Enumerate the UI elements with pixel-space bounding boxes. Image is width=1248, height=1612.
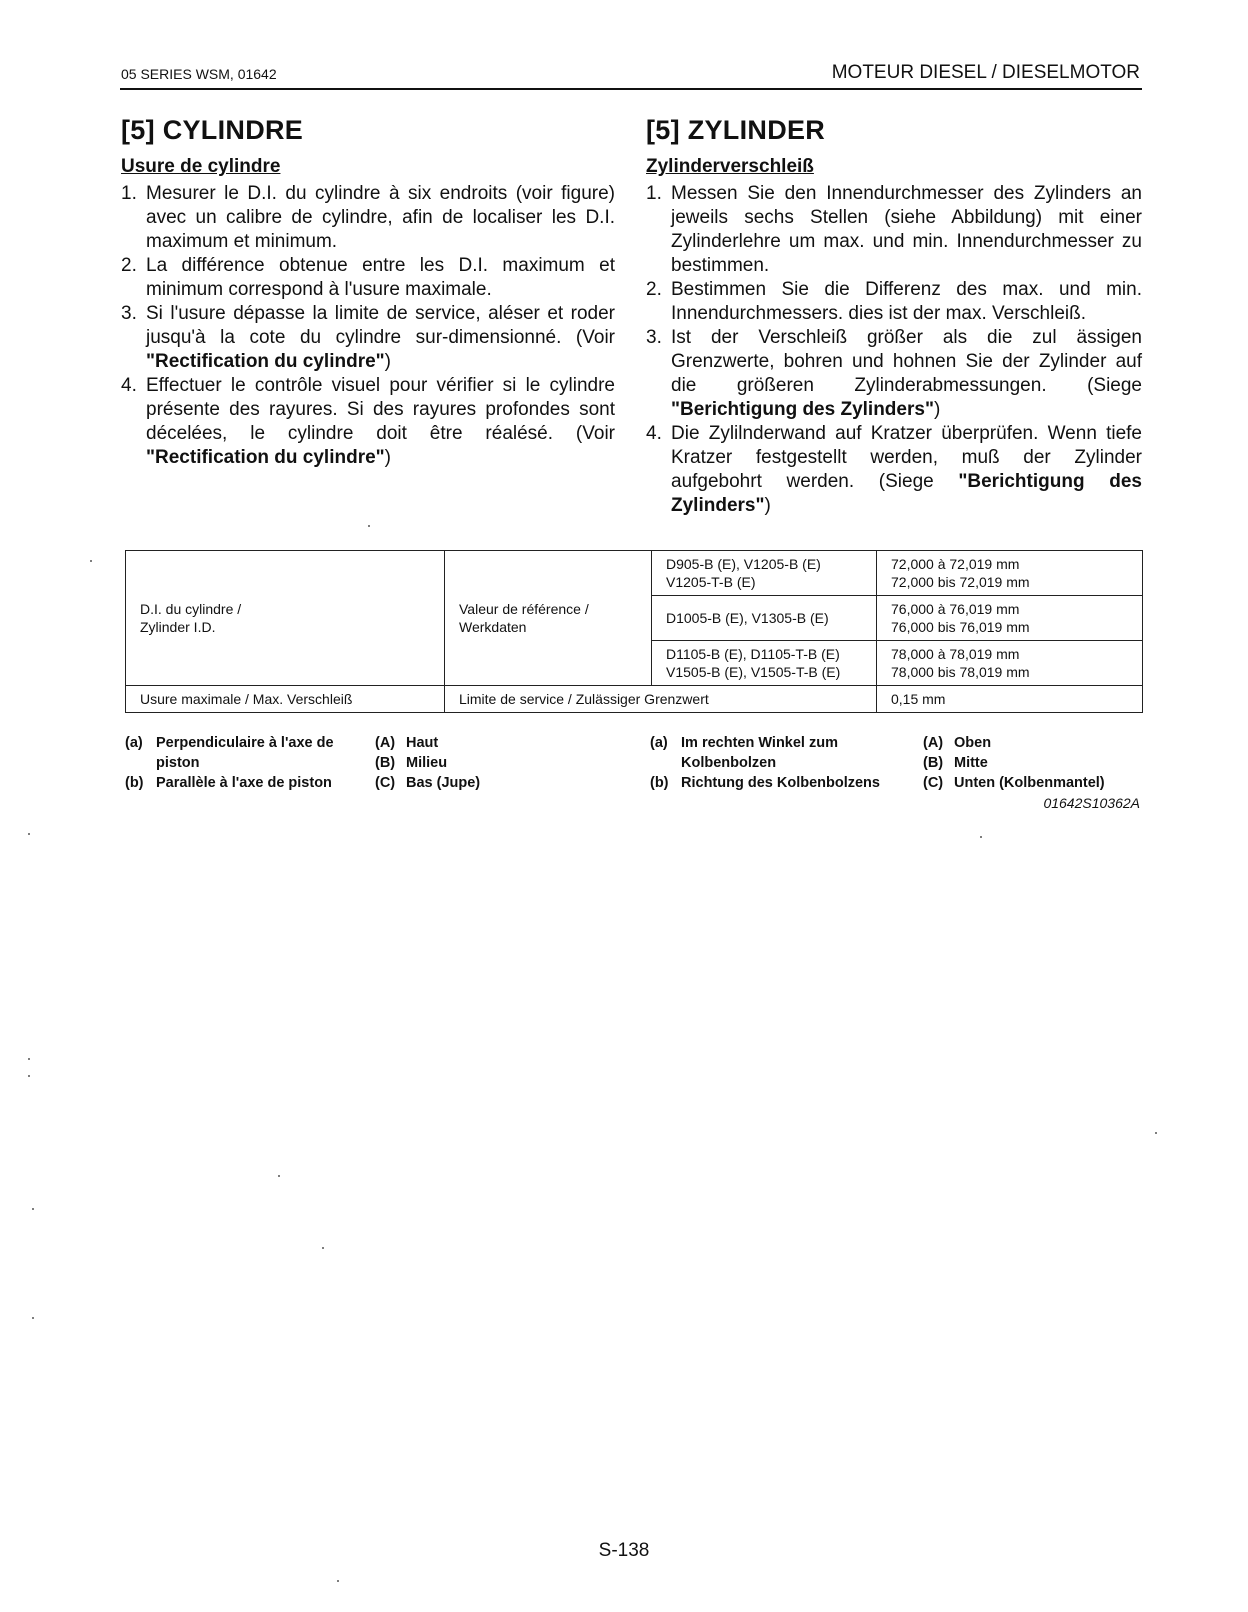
reference-label-fr: Valeur de référence / bbox=[459, 601, 589, 617]
cylinder-id-label-fr: D.I. du cylindre / bbox=[140, 601, 242, 617]
legend-key: (b) bbox=[125, 775, 144, 791]
step-text-end: ) bbox=[384, 447, 391, 468]
step-reference: "Berichtigung des Zylinders" bbox=[671, 399, 934, 420]
scan-speck bbox=[1155, 1132, 1157, 1134]
scan-speck bbox=[278, 1175, 280, 1177]
page-number: S-138 bbox=[598, 1540, 650, 1561]
french-step-3 bbox=[121, 302, 615, 374]
legend-item bbox=[375, 733, 525, 753]
scan-speck bbox=[368, 525, 370, 527]
scan-speck bbox=[28, 1075, 30, 1077]
legend-key: (a) bbox=[125, 735, 143, 751]
french-step-1 bbox=[121, 182, 615, 254]
model-cell bbox=[652, 551, 877, 596]
legend-text: Oben bbox=[954, 735, 992, 751]
scan-speck bbox=[322, 1247, 324, 1249]
value-cell bbox=[877, 551, 1143, 596]
french-subtitle: Usure de cylindre bbox=[121, 156, 281, 177]
legend-text: Mitte bbox=[954, 755, 988, 771]
spec-table bbox=[125, 550, 1143, 713]
legend-key: (b) bbox=[650, 775, 669, 791]
scan-speck bbox=[28, 1058, 30, 1060]
header-section-title: MOTEUR DIESEL / DIESELMOTOR bbox=[831, 62, 1140, 83]
german-step-1 bbox=[646, 182, 1142, 278]
legend-fr-positions bbox=[375, 733, 525, 793]
model-line: D1105-B (E), D1105-T-B (E) bbox=[666, 646, 840, 662]
step-text: Effectuer le contrôle visuel pour vérifier si le cylindre présente des rayures. Si des rayures profondes sont décelées, le cylindre doit être réalésé. (Voir bbox=[146, 375, 615, 444]
figure-reference: 01642S10362A bbox=[1043, 795, 1140, 811]
step-number: 3. bbox=[646, 327, 662, 348]
value-cell bbox=[877, 596, 1143, 641]
scan-speck bbox=[32, 1208, 34, 1210]
step-number: 2. bbox=[121, 255, 137, 276]
legend-item bbox=[923, 733, 1143, 753]
legend-de-positions bbox=[923, 733, 1143, 793]
legend-item bbox=[375, 753, 525, 773]
service-limit-value-cell: 0,15 mm bbox=[877, 686, 1143, 713]
value-line-de: 72,000 bis 72,019 mm bbox=[891, 574, 1030, 590]
legend-fr-axes bbox=[125, 733, 350, 793]
cylinder-id-label-cell bbox=[126, 551, 445, 686]
scan-speck bbox=[980, 836, 982, 838]
legend-text: Haut bbox=[406, 735, 439, 751]
step-text: Ist der Verschleiß größer als die zul ässigen Grenzwerte, bohren und hohnen Sie der Zylinder auf die größeren Zylinderabmessungen. (Siege bbox=[671, 327, 1142, 396]
step-reference: "Rectification du cylindre" bbox=[146, 351, 385, 372]
legend-text: Unten (Kolbenmantel) bbox=[954, 775, 1105, 791]
model-line: D905-B (E), V1205-B (E) bbox=[666, 556, 821, 572]
value-line-fr: 72,000 à 72,019 mm bbox=[891, 556, 1020, 572]
value-cell bbox=[877, 641, 1143, 686]
step-text: Messen Sie den Innendurchmesser des Zylinders an jeweils sechs Stellen (siehe Abbildung) mit einer Zylinderlehre um max. und min. Innendurchmesser zu bestimmen. bbox=[671, 183, 1142, 276]
scan-speck bbox=[32, 1317, 34, 1319]
reference-label-cell bbox=[445, 551, 652, 686]
legend-key: (B) bbox=[375, 755, 396, 771]
value-line-de: 78,000 bis 78,019 mm bbox=[891, 664, 1030, 680]
legend-key: (A) bbox=[923, 735, 944, 751]
french-column bbox=[121, 115, 615, 470]
step-text: Bestimmen Sie die Differenz des max. und min. Innendurchmessers. dies ist der max. Verschleiß. bbox=[671, 279, 1142, 324]
german-title: [5] ZYLINDER bbox=[646, 115, 826, 145]
value-line-de: 76,000 bis 76,019 mm bbox=[891, 619, 1030, 635]
table-row bbox=[126, 551, 1143, 596]
reference-label-de: Werkdaten bbox=[459, 619, 527, 635]
legend-item bbox=[650, 773, 900, 793]
step-number: 4. bbox=[646, 423, 662, 444]
french-step-2 bbox=[121, 254, 615, 302]
legend-text: Milieu bbox=[406, 755, 448, 771]
legend-text: Bas (Jupe) bbox=[406, 775, 481, 791]
legend-item bbox=[375, 773, 525, 793]
cylinder-id-label-de: Zylinder I.D. bbox=[140, 619, 216, 635]
step-number: 1. bbox=[121, 183, 137, 204]
german-step-4 bbox=[646, 422, 1142, 518]
french-step-4 bbox=[121, 374, 615, 470]
legend-text: Parallèle à l'axe de piston bbox=[156, 775, 332, 791]
german-subtitle: Zylinderverschleiß bbox=[646, 156, 814, 177]
legend-item bbox=[923, 773, 1143, 793]
step-reference: "Berichtigung des Zylinders" bbox=[671, 471, 1142, 516]
french-steps bbox=[121, 182, 615, 470]
model-line: D1005-B (E), V1305-B (E) bbox=[666, 610, 829, 626]
step-reference: "Rectification du cylindre" bbox=[146, 447, 385, 468]
header-rule bbox=[120, 88, 1142, 90]
step-number: 4. bbox=[121, 375, 137, 396]
german-steps bbox=[646, 182, 1142, 518]
legend-de-axes bbox=[650, 733, 900, 793]
legend-key: (A) bbox=[375, 735, 396, 751]
scan-speck bbox=[28, 833, 30, 835]
step-text-end: ) bbox=[933, 399, 941, 420]
table-row bbox=[126, 686, 1143, 713]
legend-item bbox=[125, 733, 350, 773]
header-document-id: 05 SERIES WSM, 01642 bbox=[121, 66, 277, 82]
step-number: 1. bbox=[646, 183, 662, 204]
step-text-end: ) bbox=[384, 351, 391, 372]
legend-item bbox=[923, 753, 1143, 773]
scan-speck bbox=[337, 1580, 339, 1582]
legend-key: (C) bbox=[375, 775, 396, 791]
model-cell bbox=[652, 641, 877, 686]
legend-key: (C) bbox=[923, 775, 944, 791]
model-line: V1505-B (E), V1505-T-B (E) bbox=[666, 664, 841, 680]
legend-key: (a) bbox=[650, 735, 668, 751]
legend-key: (B) bbox=[923, 755, 944, 771]
value-line-fr: 76,000 à 76,019 mm bbox=[891, 601, 1020, 617]
scan-speck bbox=[90, 560, 92, 562]
model-line: V1205-T-B (E) bbox=[666, 574, 756, 590]
legend-item bbox=[125, 773, 350, 793]
step-text-end: ) bbox=[764, 495, 771, 516]
max-wear-label-cell: Usure maximale / Max. Verschleiß bbox=[126, 686, 445, 713]
model-cell bbox=[652, 596, 877, 641]
step-text: Die Zylilnderwand auf Kratzer überprüfen. Wenn tiefe Kratzer festgestellt werden, muß der Zylinder aufgebohrt werden. (Siege bbox=[671, 423, 1142, 492]
french-title: [5] CYLINDRE bbox=[121, 115, 304, 145]
step-text: Mesurer le D.I. du cylindre à six endroits (voir figure) avec un calibre de cylindre, afin de localiser les D.I. maximum et minimum. bbox=[146, 183, 615, 252]
step-text: Si l'usure dépasse la limite de service, aléser et roder jusqu'à la cote du cylindre sur-dimensionné. (Voir bbox=[146, 303, 615, 348]
value-line-fr: 78,000 à 78,019 mm bbox=[891, 646, 1020, 662]
german-column bbox=[646, 115, 1142, 518]
legend-text: Perpendiculaire à l'axe de piston bbox=[156, 735, 334, 771]
step-number: 3. bbox=[121, 303, 137, 324]
legend-item bbox=[650, 733, 900, 773]
german-step-3 bbox=[646, 326, 1142, 422]
step-text: La différence obtenue entre les D.I. maximum et minimum correspond à l'usure maximale. bbox=[146, 255, 615, 300]
legend-text: Im rechten Winkel zum Kolbenbolzen bbox=[681, 735, 838, 771]
step-number: 2. bbox=[646, 279, 662, 300]
service-limit-label-cell: Limite de service / Zulässiger Grenzwert bbox=[445, 686, 877, 713]
legend-text: Richtung des Kolbenbolzens bbox=[681, 775, 880, 791]
german-step-2 bbox=[646, 278, 1142, 326]
